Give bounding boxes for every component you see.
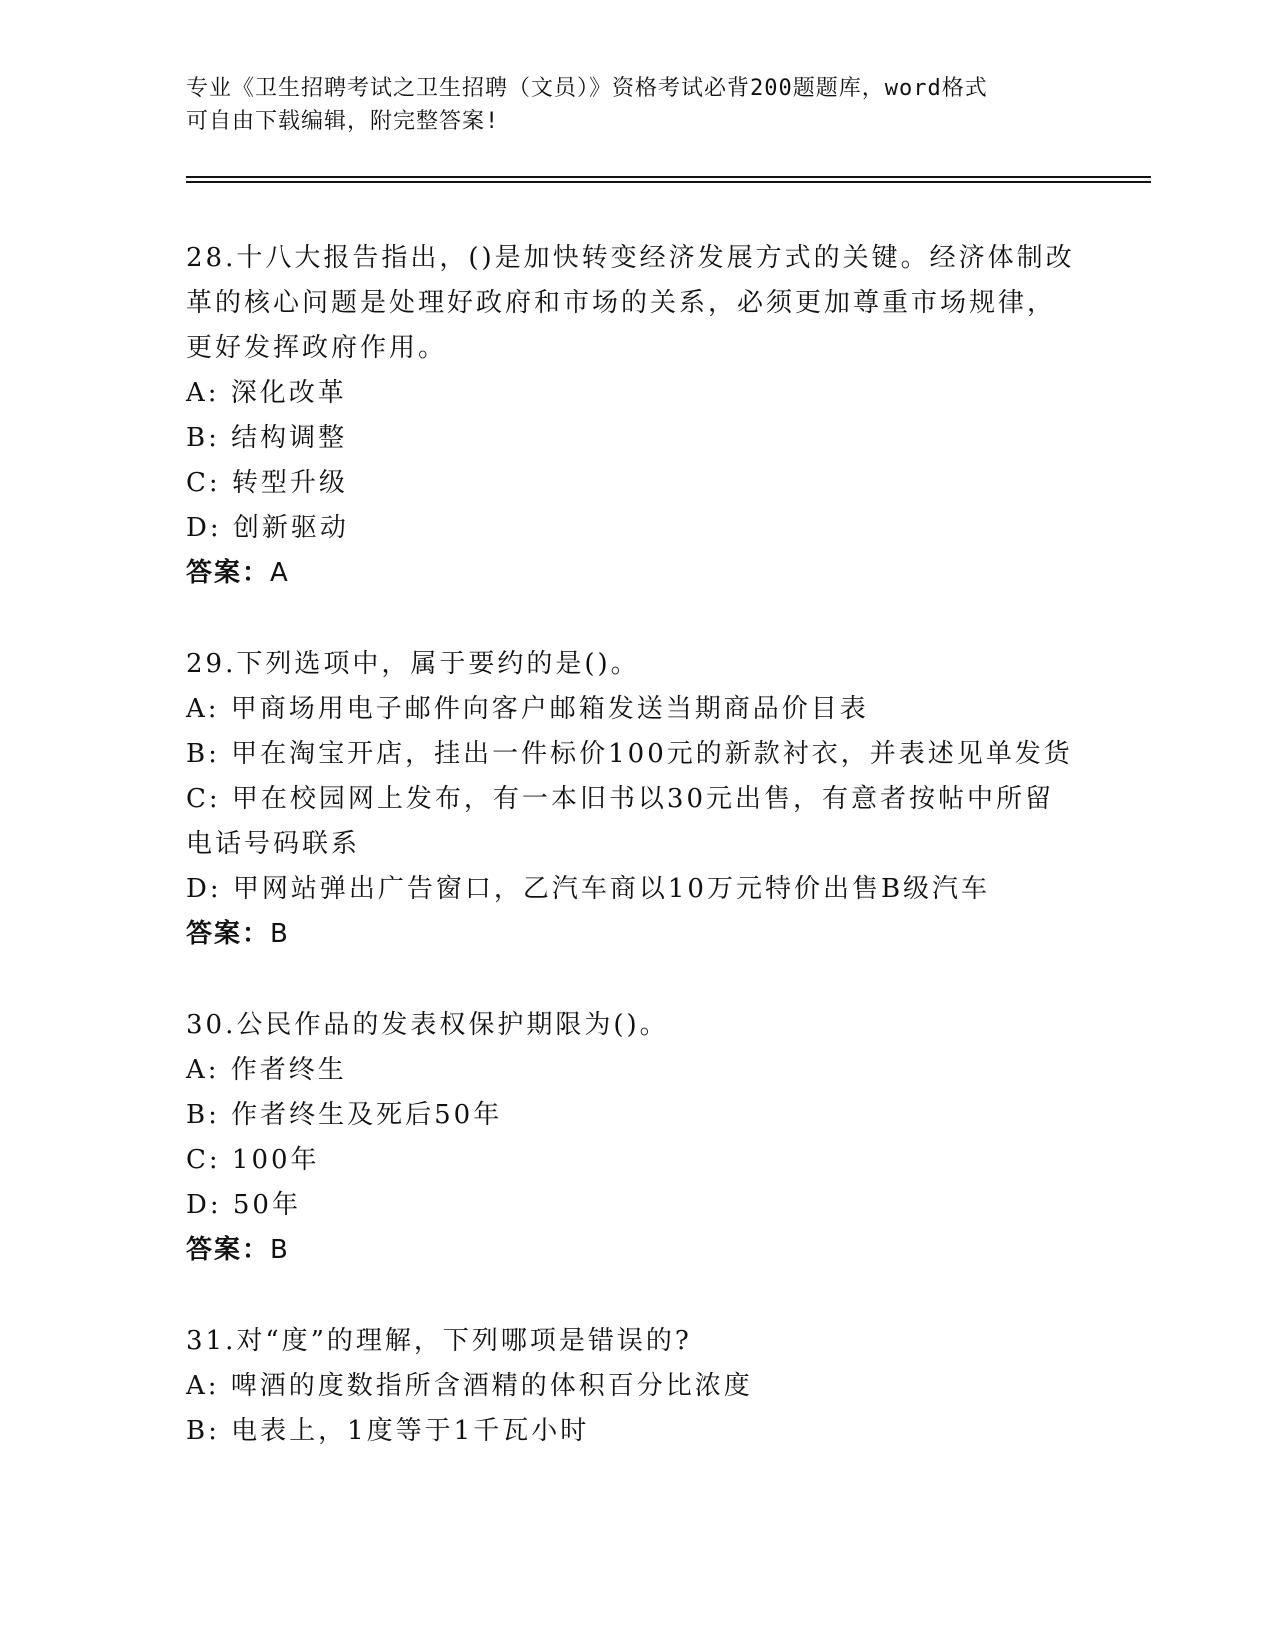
question-stem-line: 30.公民作品的发表权保护期限为()。 xyxy=(186,1010,669,1040)
question-stem-line: 28.十八大报告指出，()是加快转变经济发展方式的关键。经济体制改 xyxy=(186,243,1075,273)
option-b: B: 电表上，1度等于1千瓦小时 xyxy=(186,1416,590,1446)
answer-label: 答案： xyxy=(186,919,271,949)
option-c: C: 转型升级 xyxy=(186,468,348,498)
option-d: D: 50年 xyxy=(186,1190,301,1220)
option-b: B: 结构调整 xyxy=(186,423,348,453)
document-header xyxy=(186,72,1086,138)
option-b: B: 作者终生及死后50年 xyxy=(186,1100,503,1130)
header-divider-top xyxy=(186,176,1151,178)
question-stem-line: 革的核心问题是处理好政府和市场的关系，必须更加尊重市场规律， xyxy=(186,288,1057,318)
question-31 xyxy=(186,1319,1086,1454)
option-c: C: 甲在校园网上发布，有一本旧书以30元出售，有意者按帖中所留 xyxy=(186,784,1055,814)
question-29 xyxy=(186,642,1086,957)
option-a: A: 作者终生 xyxy=(186,1055,347,1085)
answer-line xyxy=(186,1228,1086,1273)
question-stem-line: 更好发挥政府作用。 xyxy=(186,333,448,363)
answer-line xyxy=(186,912,1086,957)
answer-value: B xyxy=(270,919,290,949)
answer-line xyxy=(186,551,1086,596)
answer-value: A xyxy=(270,558,290,588)
option-a: A: 深化改革 xyxy=(186,378,347,408)
question-30 xyxy=(186,1003,1086,1273)
question-28 xyxy=(186,236,1086,596)
option-d: D: 甲网站弹出广告窗口，乙汽车商以10万元特价出售B级汽车 xyxy=(186,874,991,904)
header-line-2: 可自由下载编辑，附完整答案! xyxy=(186,109,500,134)
header-line-1: 专业《卫生招聘考试之卫生招聘（文员）》资格考试必背200题题库，word格式 xyxy=(186,76,988,101)
question-stem-line: 29.下列选项中，属于要约的是()。 xyxy=(186,649,640,679)
option-b: B: 甲在淘宝开店，挂出一件标价100元的新款衬衣，并表述见单发货 xyxy=(186,739,1073,769)
option-c-continued: 电话号码联系 xyxy=(186,829,361,859)
answer-label: 答案： xyxy=(186,1235,271,1265)
answer-label: 答案： xyxy=(186,558,271,588)
header-divider-bottom xyxy=(186,181,1151,183)
option-a: A: 甲商场用电子邮件向客户邮箱发送当期商品价目表 xyxy=(186,694,869,724)
option-d: D: 创新驱动 xyxy=(186,513,349,543)
answer-value: B xyxy=(270,1235,290,1265)
question-list xyxy=(186,236,1086,1500)
question-stem-line: 31.对“度”的理解，下列哪项是错误的? xyxy=(186,1326,692,1356)
option-a: A: 啤酒的度数指所含酒精的体积百分比浓度 xyxy=(186,1371,753,1401)
option-c: C: 100年 xyxy=(186,1145,320,1175)
